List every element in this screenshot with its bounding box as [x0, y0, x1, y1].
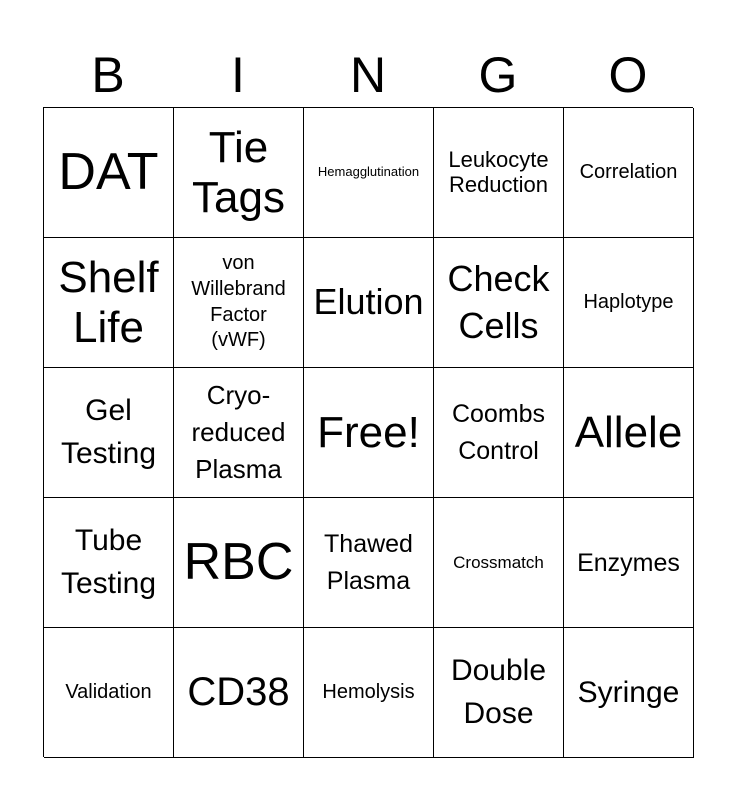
cell-label: Thawed Plasma [324, 529, 413, 595]
bingo-cell[interactable] [174, 108, 304, 238]
header-letter-i: I [231, 47, 245, 103]
bingo-cell[interactable] [564, 498, 694, 628]
cell-label: Allele [574, 407, 683, 457]
cell-label: Syringe [577, 675, 680, 709]
header-letter-n: N [349, 47, 387, 103]
bingo-cell[interactable] [174, 628, 304, 758]
bingo-cell[interactable] [174, 368, 304, 498]
cell-label: DAT [58, 143, 159, 202]
bingo-cell[interactable] [434, 498, 564, 628]
cell-label: Crossmatch [453, 552, 544, 572]
cell-label: Enzymes [577, 548, 680, 577]
cell-label: Validation [65, 681, 152, 704]
bingo-cell[interactable] [564, 368, 694, 498]
header-letter-o: O [608, 47, 648, 103]
cell-label: Haplotype [583, 291, 674, 314]
bingo-cell[interactable] [434, 238, 564, 368]
bingo-board [43, 107, 693, 757]
cell-label: von Willebrand Factor (vWF) [191, 252, 286, 352]
bingo-cell[interactable] [174, 238, 304, 368]
cell-label: Leukocyte Reduction [448, 146, 549, 197]
bingo-cell[interactable] [174, 498, 304, 628]
bingo-cell[interactable] [44, 108, 174, 238]
cell-label: CD38 [187, 670, 290, 715]
bingo-cell[interactable] [304, 498, 434, 628]
bingo-cell[interactable] [564, 628, 694, 758]
cell-label: RBC [183, 533, 294, 592]
bingo-cell[interactable] [44, 628, 174, 758]
header-letter-b: B [91, 47, 125, 103]
cell-label: Coombs Control [451, 400, 546, 465]
bingo-header [43, 42, 693, 108]
bingo-cell[interactable] [44, 368, 174, 498]
cell-label: Cryo- reduced Plasma [191, 380, 286, 484]
bingo-cell[interactable] [434, 368, 564, 498]
bingo-cell[interactable] [304, 108, 434, 238]
bingo-cell[interactable] [44, 238, 174, 368]
bingo-cell[interactable] [304, 368, 434, 498]
bingo-cell[interactable] [44, 498, 174, 628]
bingo-cell[interactable] [564, 108, 694, 238]
bingo-cell[interactable] [434, 628, 564, 758]
cell-label: Shelf Life [58, 253, 159, 352]
cell-label: Hemolysis [322, 681, 415, 704]
bingo-cell[interactable] [304, 628, 434, 758]
cell-label: Elution [313, 281, 424, 323]
bingo-cell[interactable] [564, 238, 694, 368]
cell-label: Correlation [579, 161, 678, 184]
bingo-cell[interactable] [304, 238, 434, 368]
cell-label: Tube Testing [60, 523, 157, 600]
cell-label: Gel Testing [60, 393, 157, 470]
bingo-cell[interactable] [434, 108, 564, 238]
cell-label: Hemagglutination [317, 164, 420, 180]
cell-label: Free! [317, 407, 420, 457]
cell-label: Double Dose [450, 653, 547, 730]
cell-label: Tie Tags [192, 123, 285, 222]
cell-label: Check Cells [447, 257, 550, 346]
header-letter-g: G [478, 47, 518, 103]
